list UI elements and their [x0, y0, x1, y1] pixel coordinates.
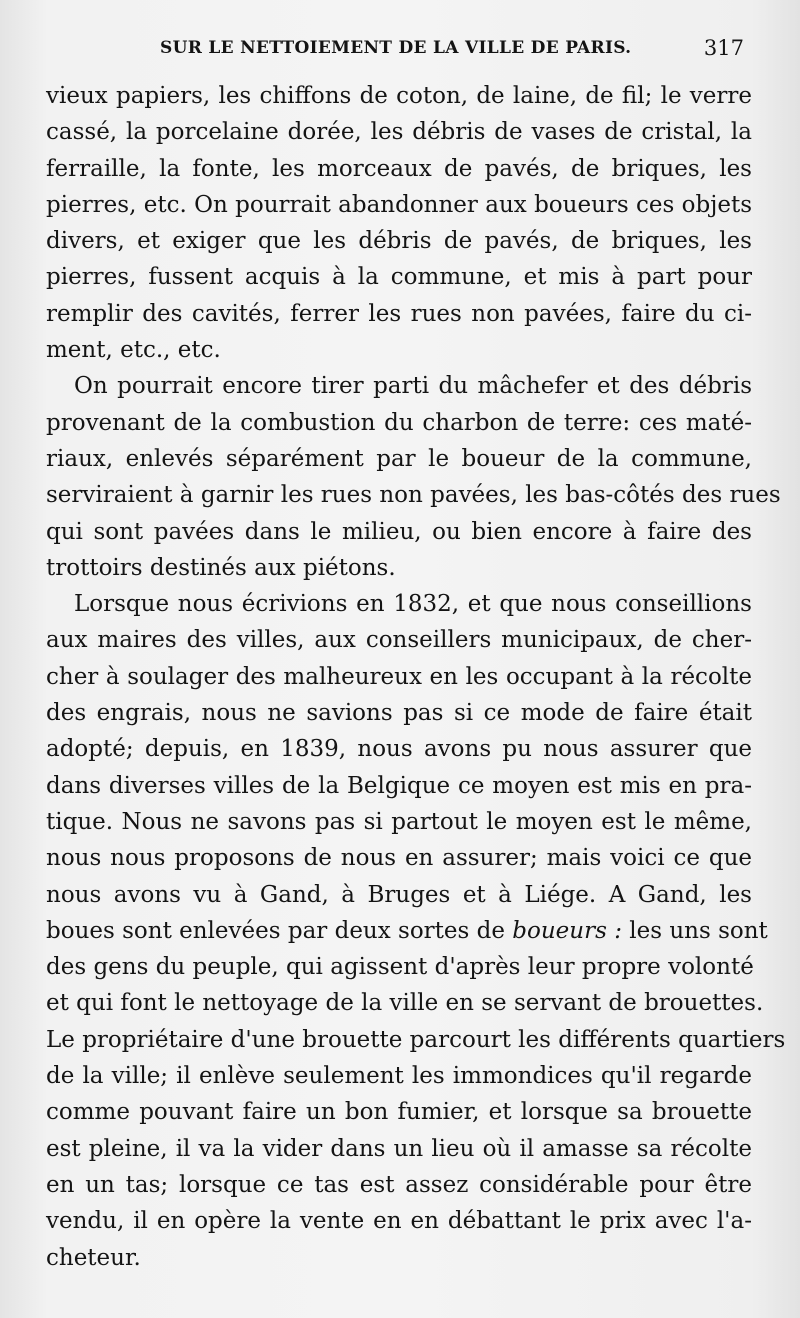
text-line: riaux, enlevés séparément par le boueur de la commune,	[46, 445, 752, 472]
text-line: en un tas; lorsque ce tas est assez considérable pour être	[46, 1171, 752, 1198]
text-line: dans diverses villes de la Belgique ce moyen est mis en pra-	[46, 772, 752, 799]
italic-term: boueurs :	[512, 917, 622, 944]
text-line: Le propriétaire d'une brouette parcourt les différents quartiers	[46, 1026, 786, 1053]
text-line: ment, etc., etc.	[46, 337, 221, 364]
text-line: est pleine, il va la vider dans un lieu où il amasse sa récolte	[46, 1135, 752, 1162]
text-line: provenant de la combustion du charbon de terre: ces maté-	[46, 409, 752, 436]
text-line: nous nous proposons de nous en assurer; mais voici ce que	[46, 845, 752, 872]
text-line: comme pouvant faire un bon fumier, et lorsque sa brouette	[46, 1099, 752, 1126]
text-line: Lorsque nous écrivions en 1832, et que nous conseillions	[74, 591, 752, 618]
text-line: tique. Nous ne savons pas si partout le moyen est le même,	[46, 808, 752, 835]
text-line: et qui font le nettoyage de la ville en se servant de brouettes.	[46, 990, 764, 1017]
text-line-with-italic	[46, 913, 768, 949]
text-line: ferraille, la fonte, les morceaux de pavés, de briques, les	[46, 155, 752, 182]
text-line: cher à soulager des malheureux en les occupant à la récolte	[46, 663, 752, 690]
running-title: SUR LE NETTOIEMENT DE LA VILLE DE PARIS.	[160, 38, 632, 58]
text-line: nous avons vu à Gand, à Bruges et à Liége. A Gand, les	[46, 881, 752, 908]
body-text	[46, 78, 786, 1276]
running-head	[46, 34, 754, 64]
text-run: les uns sont	[621, 917, 768, 944]
text-line: vendu, il en opère la vente en en débattant le prix avec l'a-	[46, 1208, 752, 1235]
text-line: trottoirs destinés aux piétons.	[46, 554, 396, 581]
text-line: On pourrait encore tirer parti du mâchefer et des débris	[74, 373, 752, 400]
text-line: cassé, la porcelaine dorée, les débris de vases de cristal, la	[46, 119, 752, 146]
text-line: des gens du peuple, qui agissent d'après leur propre volonté	[46, 954, 754, 981]
text-line: de la ville; il enlève seulement les immondices qu'il regarde	[46, 1063, 752, 1090]
text-line: qui sont pavées dans le milieu, ou bien encore à faire des	[46, 518, 752, 545]
text-line: remplir des cavités, ferrer les rues non pavées, faire du ci-	[46, 300, 752, 327]
text-line: divers, et exiger que les débris de pavés, de briques, les	[46, 228, 752, 255]
text-line: pierres, fussent acquis à la commune, et mis à part pour	[46, 264, 752, 291]
text-line: pierres, etc. On pourrait abandonner aux boueurs ces objets	[46, 191, 752, 218]
text-line: cheteur.	[46, 1244, 141, 1271]
text-run: boues sont enlevées par deux sortes de	[46, 917, 513, 944]
text-line: serviraient à garnir les rues non pavées, les bas-côtés des rues	[46, 482, 781, 509]
text-line: vieux papiers, les chiffons de coton, de laine, de fil; le verre	[46, 83, 752, 109]
text-line: adopté; depuis, en 1839, nous avons pu nous assurer que	[46, 736, 752, 763]
text-line: aux maires des villes, aux conseillers municipaux, de cher-	[46, 627, 752, 654]
text-line: des engrais, nous ne savions pas si ce mode de faire était	[46, 700, 752, 727]
page-number: 317	[703, 36, 744, 60]
